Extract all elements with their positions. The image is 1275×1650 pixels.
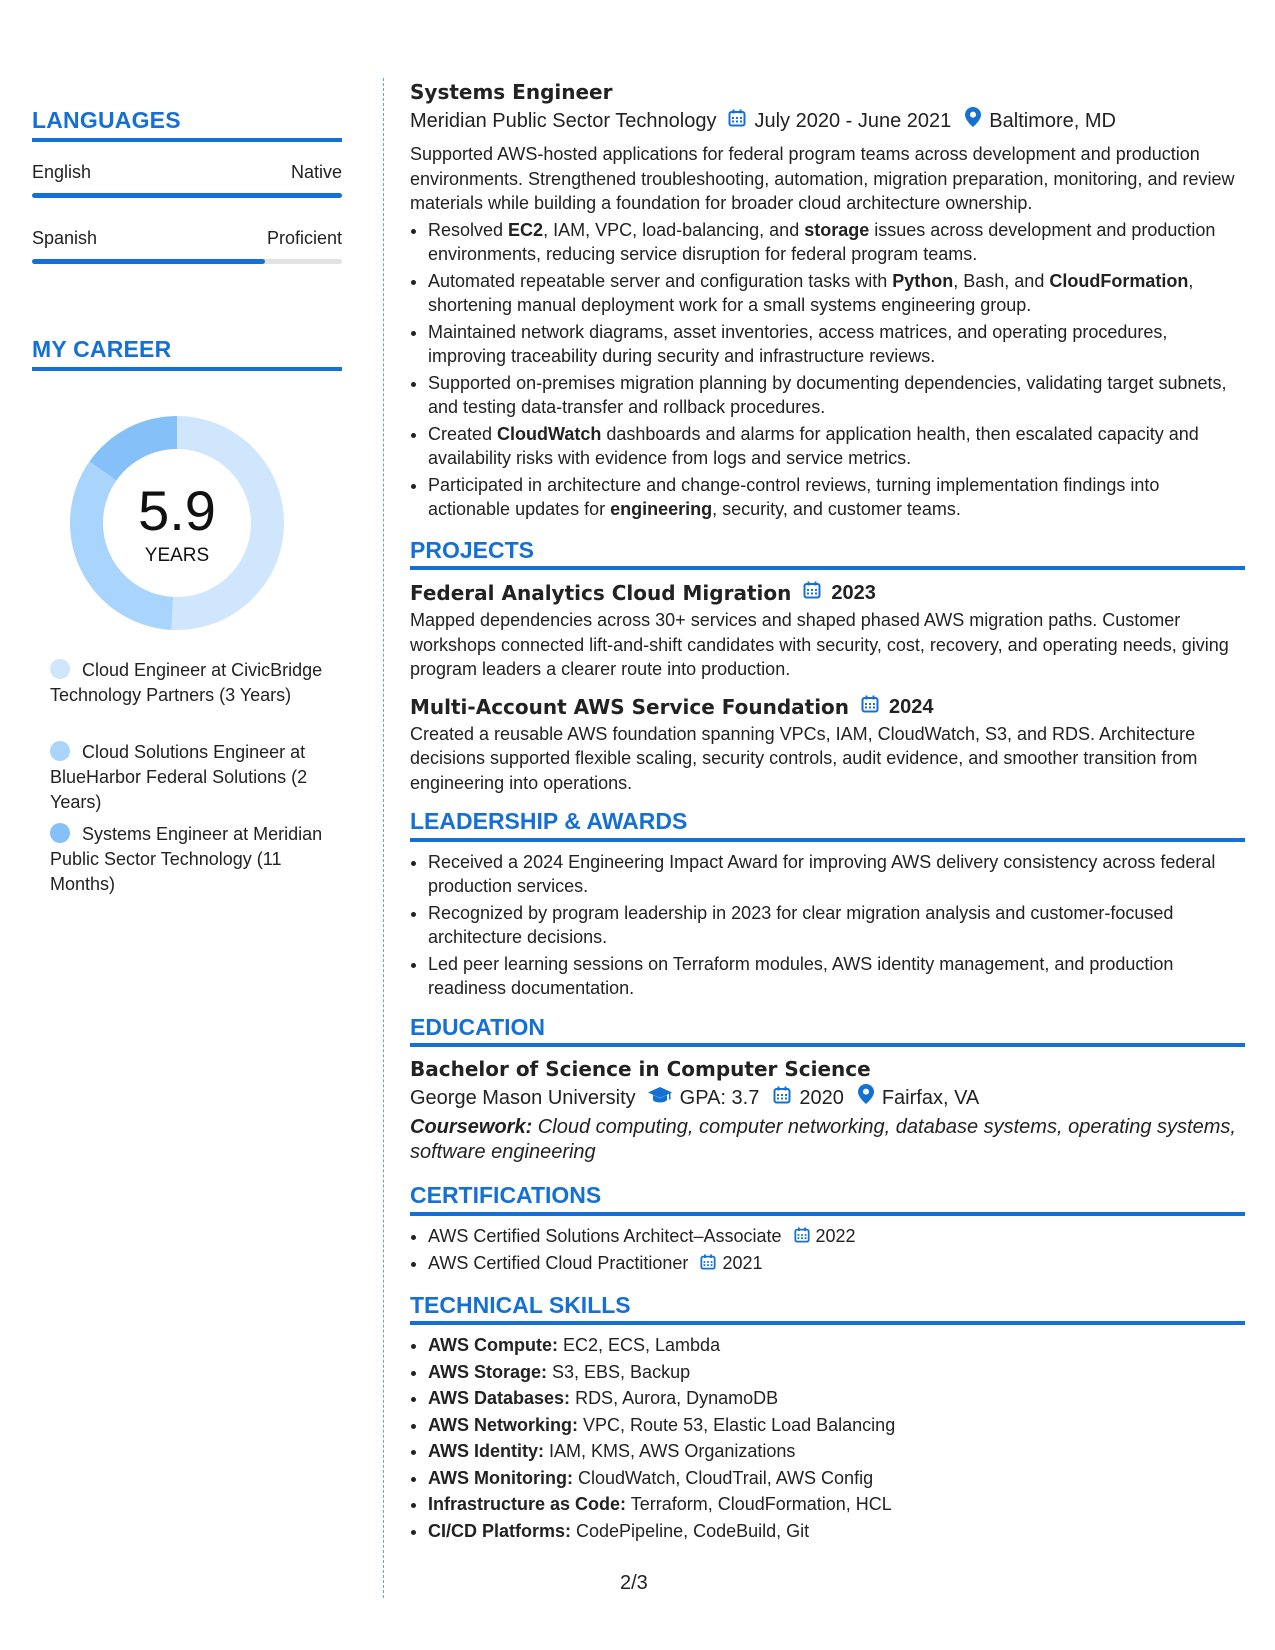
career-total-value: 5.9 <box>138 479 216 542</box>
calendar-icon <box>861 692 879 722</box>
school-name: George Mason University <box>410 1087 636 1109</box>
language-bar <box>32 193 342 198</box>
legend-dot <box>50 741 70 761</box>
project-item <box>410 578 1245 682</box>
language-bar-fill <box>32 193 342 198</box>
column-divider <box>383 78 384 1598</box>
skill-item <box>428 1360 1245 1385</box>
legend-dot <box>50 659 70 679</box>
skill-label: Infrastructure as Code: <box>428 1494 627 1514</box>
skill-label: AWS Compute: <box>428 1335 558 1355</box>
skill-label: CI/CD Platforms: <box>428 1520 572 1541</box>
job-summary: Supported AWS-hosted applications for federal program teams across development and production environments. Strengthened troubleshooting, automation, migration preparation, monitoring, and review materials while building a foundation for broader cloud architecture ownership. <box>410 144 1235 213</box>
skill-label: AWS Databases: <box>428 1388 571 1408</box>
award-item: • Led peer learning sessions on Terraform modules, AWS identity management, and production readiness documentation. <box>428 952 1245 1001</box>
job-dates: July 2020 - June 2021 <box>754 110 952 132</box>
career-legend-item <box>50 658 340 708</box>
language-bar-fill <box>32 259 265 264</box>
skill-label: AWS Storage: <box>428 1361 548 1382</box>
skill-value: IAM, KMS, AWS Organizations <box>544 1441 796 1461</box>
skill-item <box>428 1439 1245 1464</box>
skill-item <box>428 1466 1245 1491</box>
award-item: • Recognized by program leadership in 2023 for clear migration analysis and customer-focused architecture decisions. <box>428 901 1245 950</box>
certification-name: AWS Certified Solutions Architect–Associate <box>428 1225 782 1246</box>
skill-value: RDS, Aurora, DynamoDB <box>570 1388 779 1408</box>
project-year: 2024 <box>889 695 934 718</box>
gpa: GPA: 3.7 <box>679 1087 760 1109</box>
skill-value: EC2, ECS, Lambda <box>558 1335 721 1355</box>
certification-name: AWS Certified Cloud Practitioner <box>428 1253 689 1273</box>
education-meta <box>410 1083 1245 1113</box>
job-meta <box>410 106 1245 136</box>
language-item-spanish <box>32 228 342 264</box>
certification-item <box>428 1251 1245 1277</box>
certification-item <box>428 1224 1245 1250</box>
location-pin-icon <box>965 106 981 136</box>
legend-label: Cloud Engineer at CivicBridge Technology Partners (3 Years) <box>50 660 323 705</box>
coursework <box>410 1115 1245 1165</box>
skill-value: CloudWatch, CloudTrail, AWS Config <box>572 1467 874 1488</box>
calendar-icon <box>773 1083 791 1113</box>
education-location: Fairfax, VA <box>881 1087 980 1109</box>
job-bullet: • Resolved EC2, IAM, VPC, load-balancing, and storage issues across development and production environments, reducing service disruption for federal program teams. <box>428 218 1245 267</box>
job-bullet: • Supported on-premises migration planning by documenting dependencies, validating target subnets, and testing data-transfer and rollback procedures. <box>428 371 1245 420</box>
calendar-icon <box>728 106 746 136</box>
job-bullet: • Automated repeatable server and configuration tasks with Python, Bash, and CloudFormation, shortening manual deployment work for a small systems engineering group. <box>428 269 1245 318</box>
skills-list <box>410 1333 1245 1543</box>
skill-item <box>428 1492 1245 1517</box>
skill-item <box>428 1413 1245 1438</box>
degree-title: Bachelor of Science in Computer Science <box>410 1057 871 1081</box>
career-donut-chart <box>62 408 292 638</box>
language-bar <box>32 259 342 264</box>
project-description: Created a reusable AWS foundation spanning VPCs, IAM, CloudWatch, S3, and RDS. Architecture decisions supported flexible scaling, security controls, audit evidence, and smoother transition from engineering into operations. <box>410 723 1198 793</box>
skill-item <box>428 1333 1245 1358</box>
calendar-icon <box>803 578 821 608</box>
skill-label: AWS Networking: <box>428 1414 579 1435</box>
skill-label: AWS Monitoring: <box>428 1467 573 1488</box>
award-item: • Received a 2024 Engineering Impact Award for improving AWS delivery consistency across federal production services. <box>428 850 1245 899</box>
legend-label: Systems Engineer at Meridian Public Sector Technology (11 Months) <box>50 824 323 894</box>
skills-heading: TECHNICAL SKILLS <box>410 1293 1245 1326</box>
projects-heading: PROJECTS <box>410 538 1245 571</box>
certifications-list <box>410 1224 1245 1277</box>
awards-heading: LEADERSHIP & AWARDS <box>410 809 1245 842</box>
project-item <box>410 692 1245 796</box>
job-location: Baltimore, MD <box>989 110 1116 132</box>
career-heading: MY CAREER <box>32 336 342 371</box>
calendar-icon <box>794 1225 810 1250</box>
skill-value: Terraform, CloudFormation, HCL <box>626 1494 892 1514</box>
coursework-text: Cloud computing, computer networking, database systems, operating systems, software engineering <box>410 1116 1236 1163</box>
language-level: Proficient <box>266 228 342 248</box>
skill-value: S3, EBS, Backup <box>547 1361 691 1382</box>
job-bullet: • Maintained network diagrams, asset inventories, access matrices, and operating procedures, improving traceability during security and infrastructure reviews. <box>428 320 1245 369</box>
job-bullet: • Participated in architecture and change-control reviews, turning implementation findings into actionable updates for engineering, security, and customer teams. <box>428 473 1245 522</box>
company-name: Meridian Public Sector Technology <box>410 110 717 132</box>
skill-item <box>428 1519 1245 1544</box>
certification-year: 2021 <box>722 1253 763 1273</box>
location-pin-icon <box>858 1083 874 1113</box>
language-level: Native <box>290 162 342 182</box>
project-title: Federal Analytics Cloud Migration <box>410 581 792 605</box>
graduation-cap-icon <box>648 1083 672 1113</box>
job-title: Systems Engineer <box>410 80 613 104</box>
right-column <box>410 78 1245 1545</box>
graduation-year: 2020 <box>799 1087 844 1109</box>
legend-dot <box>50 823 70 843</box>
career-legend-item <box>50 740 340 815</box>
career-legend-item <box>50 822 340 897</box>
skill-label: AWS Identity: <box>428 1441 544 1461</box>
project-description: Mapped dependencies across 30+ services and shaped phased AWS migration paths. Customer workshops connected lift-and-shift candidates with security, cost, recovery, and operating needs, giving program leaders a clearer route into production. <box>410 610 1229 679</box>
certification-year: 2022 <box>815 1225 856 1246</box>
language-item-english <box>32 162 342 198</box>
project-title: Multi-Account AWS Service Foundation <box>410 694 850 719</box>
languages-heading: LANGUAGES <box>32 107 342 142</box>
job-bullets <box>410 218 1245 522</box>
language-name: English <box>32 162 92 182</box>
calendar-icon <box>700 1252 716 1277</box>
language-name: Spanish <box>32 228 98 248</box>
coursework-label: Coursework: <box>410 1116 533 1138</box>
page-number: 2/3 <box>620 1572 648 1594</box>
skill-value: VPC, Route 53, Elastic Load Balancing <box>578 1414 896 1435</box>
legend-label: Cloud Solutions Engineer at BlueHarbor Federal Solutions (2 Years) <box>50 742 308 812</box>
education-heading: EDUCATION <box>410 1015 1245 1048</box>
awards-list <box>410 850 1245 1001</box>
career-total-unit: YEARS <box>144 545 210 566</box>
skill-value: CodePipeline, CodeBuild, Git <box>571 1520 810 1541</box>
job-bullet: • Created CloudWatch dashboards and alarms for application health, then escalated capacity and availability risks with evidence from logs and service metrics. <box>428 422 1245 471</box>
certifications-heading: CERTIFICATIONS <box>410 1183 1245 1216</box>
skill-item <box>428 1386 1245 1411</box>
project-year: 2023 <box>831 582 876 604</box>
